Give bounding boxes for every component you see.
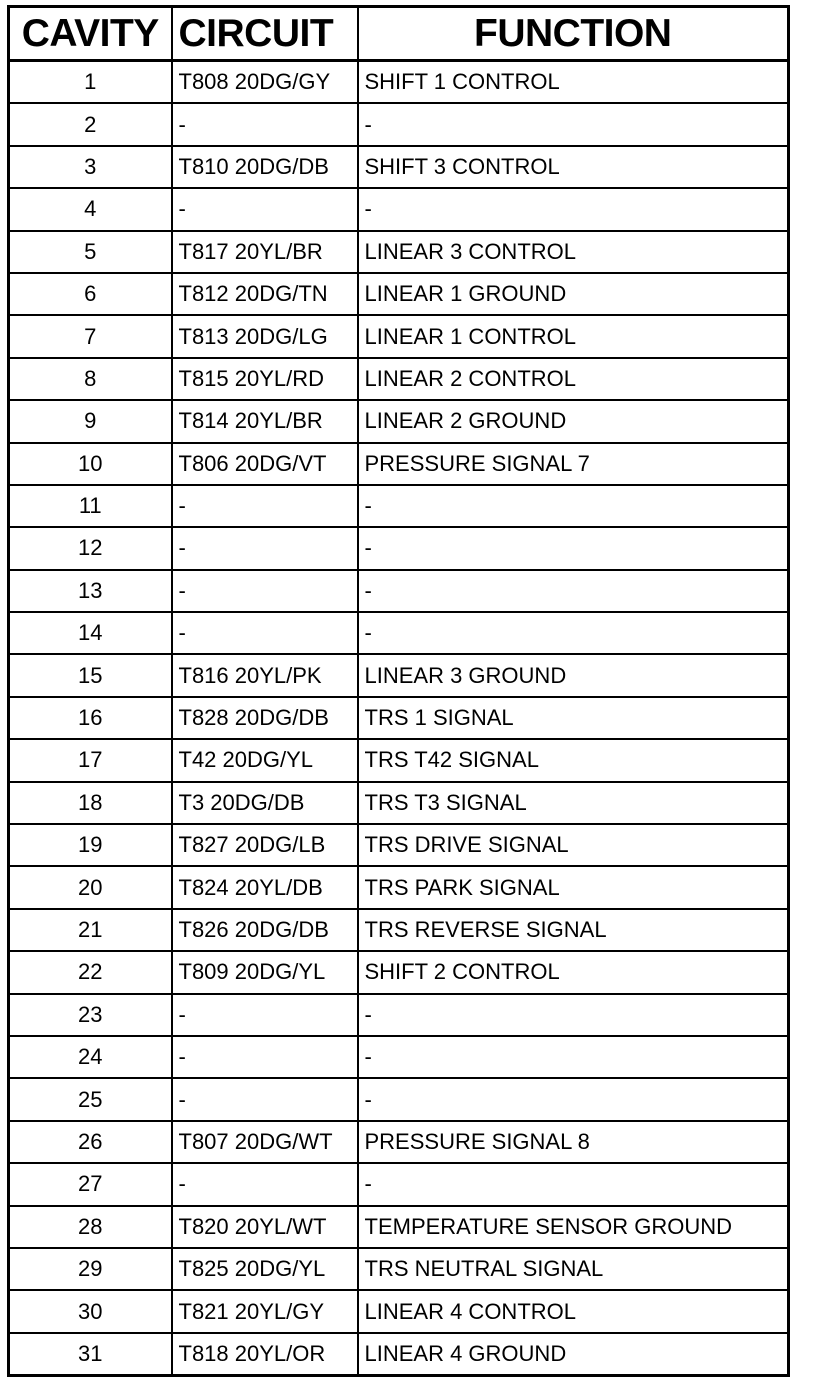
cavity-cell: 9 xyxy=(9,400,172,442)
table-row xyxy=(9,1290,789,1332)
function-cell: TRS 1 SIGNAL xyxy=(358,697,789,739)
circuit-cell: T807 20DG/WT xyxy=(172,1121,358,1163)
header-function: FUNCTION xyxy=(358,7,789,61)
connector-pinout-table xyxy=(7,5,790,1377)
connector-pinout-sheet xyxy=(7,5,787,1377)
table-row xyxy=(9,103,789,145)
function-cell: LINEAR 3 GROUND xyxy=(358,654,789,696)
cavity-cell: 4 xyxy=(9,188,172,230)
header-circuit: CIRCUIT xyxy=(172,7,358,61)
function-cell: PRESSURE SIGNAL 7 xyxy=(358,443,789,485)
table-row xyxy=(9,188,789,230)
circuit-cell: - xyxy=(172,570,358,612)
function-cell: - xyxy=(358,570,789,612)
circuit-cell: T820 20YL/WT xyxy=(172,1206,358,1248)
function-cell: LINEAR 1 CONTROL xyxy=(358,315,789,357)
function-cell: LINEAR 2 CONTROL xyxy=(358,358,789,400)
circuit-cell: T826 20DG/DB xyxy=(172,909,358,951)
function-cell: SHIFT 1 CONTROL xyxy=(358,61,789,104)
table-row xyxy=(9,909,789,951)
cavity-cell: 28 xyxy=(9,1206,172,1248)
header-cavity: CAVITY xyxy=(9,7,172,61)
circuit-cell: - xyxy=(172,1078,358,1120)
table-body xyxy=(9,61,789,1376)
table-row xyxy=(9,994,789,1036)
cavity-cell: 8 xyxy=(9,358,172,400)
table-row xyxy=(9,1121,789,1163)
cavity-cell: 20 xyxy=(9,866,172,908)
function-cell: TEMPERATURE SENSOR GROUND xyxy=(358,1206,789,1248)
cavity-cell: 19 xyxy=(9,824,172,866)
table-row xyxy=(9,654,789,696)
cavity-cell: 30 xyxy=(9,1290,172,1332)
circuit-cell: T808 20DG/GY xyxy=(172,61,358,104)
function-cell: - xyxy=(358,1078,789,1120)
function-cell: TRS NEUTRAL SIGNAL xyxy=(358,1248,789,1290)
function-cell: LINEAR 1 GROUND xyxy=(358,273,789,315)
table-row xyxy=(9,485,789,527)
cavity-cell: 14 xyxy=(9,612,172,654)
function-cell: SHIFT 3 CONTROL xyxy=(358,146,789,188)
function-cell: TRS REVERSE SIGNAL xyxy=(358,909,789,951)
table-row xyxy=(9,146,789,188)
function-cell: LINEAR 4 GROUND xyxy=(358,1333,789,1376)
circuit-cell: - xyxy=(172,1163,358,1205)
function-cell: TRS DRIVE SIGNAL xyxy=(358,824,789,866)
table-row xyxy=(9,61,789,104)
table-row xyxy=(9,570,789,612)
circuit-cell: T815 20YL/RD xyxy=(172,358,358,400)
cavity-cell: 1 xyxy=(9,61,172,104)
circuit-cell: - xyxy=(172,612,358,654)
circuit-cell: T816 20YL/PK xyxy=(172,654,358,696)
circuit-cell: T810 20DG/DB xyxy=(172,146,358,188)
table-row xyxy=(9,1333,789,1376)
cavity-cell: 22 xyxy=(9,951,172,993)
header-row xyxy=(9,7,789,61)
cavity-cell: 2 xyxy=(9,103,172,145)
cavity-cell: 13 xyxy=(9,570,172,612)
cavity-cell: 18 xyxy=(9,782,172,824)
table-row xyxy=(9,358,789,400)
cavity-cell: 24 xyxy=(9,1036,172,1078)
function-cell: SHIFT 2 CONTROL xyxy=(358,951,789,993)
cavity-cell: 10 xyxy=(9,443,172,485)
function-cell: - xyxy=(358,1036,789,1078)
cavity-cell: 11 xyxy=(9,485,172,527)
circuit-cell: - xyxy=(172,527,358,569)
table-row xyxy=(9,951,789,993)
cavity-cell: 29 xyxy=(9,1248,172,1290)
table-row xyxy=(9,1036,789,1078)
function-cell: TRS T42 SIGNAL xyxy=(358,739,789,781)
cavity-cell: 26 xyxy=(9,1121,172,1163)
table-row xyxy=(9,612,789,654)
table-row xyxy=(9,1163,789,1205)
function-cell: - xyxy=(358,485,789,527)
cavity-cell: 5 xyxy=(9,231,172,273)
table-row xyxy=(9,697,789,739)
function-cell: - xyxy=(358,994,789,1036)
circuit-cell: T809 20DG/YL xyxy=(172,951,358,993)
circuit-cell: T827 20DG/LB xyxy=(172,824,358,866)
circuit-cell: - xyxy=(172,188,358,230)
circuit-cell: T821 20YL/GY xyxy=(172,1290,358,1332)
function-cell: LINEAR 4 CONTROL xyxy=(358,1290,789,1332)
cavity-cell: 6 xyxy=(9,273,172,315)
function-cell: TRS T3 SIGNAL xyxy=(358,782,789,824)
table-row xyxy=(9,527,789,569)
table-row xyxy=(9,866,789,908)
function-cell: - xyxy=(358,1163,789,1205)
cavity-cell: 21 xyxy=(9,909,172,951)
function-cell: - xyxy=(358,527,789,569)
function-cell: TRS PARK SIGNAL xyxy=(358,866,789,908)
cavity-cell: 12 xyxy=(9,527,172,569)
circuit-cell: T817 20YL/BR xyxy=(172,231,358,273)
table-row xyxy=(9,315,789,357)
cavity-cell: 27 xyxy=(9,1163,172,1205)
cavity-cell: 23 xyxy=(9,994,172,1036)
cavity-cell: 3 xyxy=(9,146,172,188)
cavity-cell: 25 xyxy=(9,1078,172,1120)
table-row xyxy=(9,273,789,315)
table-header xyxy=(9,7,789,61)
table-row xyxy=(9,824,789,866)
circuit-cell: T42 20DG/YL xyxy=(172,739,358,781)
cavity-cell: 31 xyxy=(9,1333,172,1376)
table-row xyxy=(9,400,789,442)
function-cell: PRESSURE SIGNAL 8 xyxy=(358,1121,789,1163)
circuit-cell: T806 20DG/VT xyxy=(172,443,358,485)
circuit-cell: T824 20YL/DB xyxy=(172,866,358,908)
circuit-cell: T825 20DG/YL xyxy=(172,1248,358,1290)
circuit-cell: T3 20DG/DB xyxy=(172,782,358,824)
function-cell: - xyxy=(358,103,789,145)
table-row xyxy=(9,443,789,485)
circuit-cell: T818 20YL/OR xyxy=(172,1333,358,1376)
function-cell: - xyxy=(358,612,789,654)
table-row xyxy=(9,1078,789,1120)
function-cell: LINEAR 3 CONTROL xyxy=(358,231,789,273)
table-row xyxy=(9,231,789,273)
table-row xyxy=(9,1206,789,1248)
circuit-cell: T828 20DG/DB xyxy=(172,697,358,739)
function-cell: - xyxy=(358,188,789,230)
table-row xyxy=(9,1248,789,1290)
table-row xyxy=(9,739,789,781)
cavity-cell: 16 xyxy=(9,697,172,739)
circuit-cell: - xyxy=(172,994,358,1036)
function-cell: LINEAR 2 GROUND xyxy=(358,400,789,442)
table-row xyxy=(9,782,789,824)
circuit-cell: T813 20DG/LG xyxy=(172,315,358,357)
cavity-cell: 7 xyxy=(9,315,172,357)
circuit-cell: - xyxy=(172,1036,358,1078)
cavity-cell: 17 xyxy=(9,739,172,781)
circuit-cell: T812 20DG/TN xyxy=(172,273,358,315)
circuit-cell: T814 20YL/BR xyxy=(172,400,358,442)
cavity-cell: 15 xyxy=(9,654,172,696)
circuit-cell: - xyxy=(172,103,358,145)
circuit-cell: - xyxy=(172,485,358,527)
